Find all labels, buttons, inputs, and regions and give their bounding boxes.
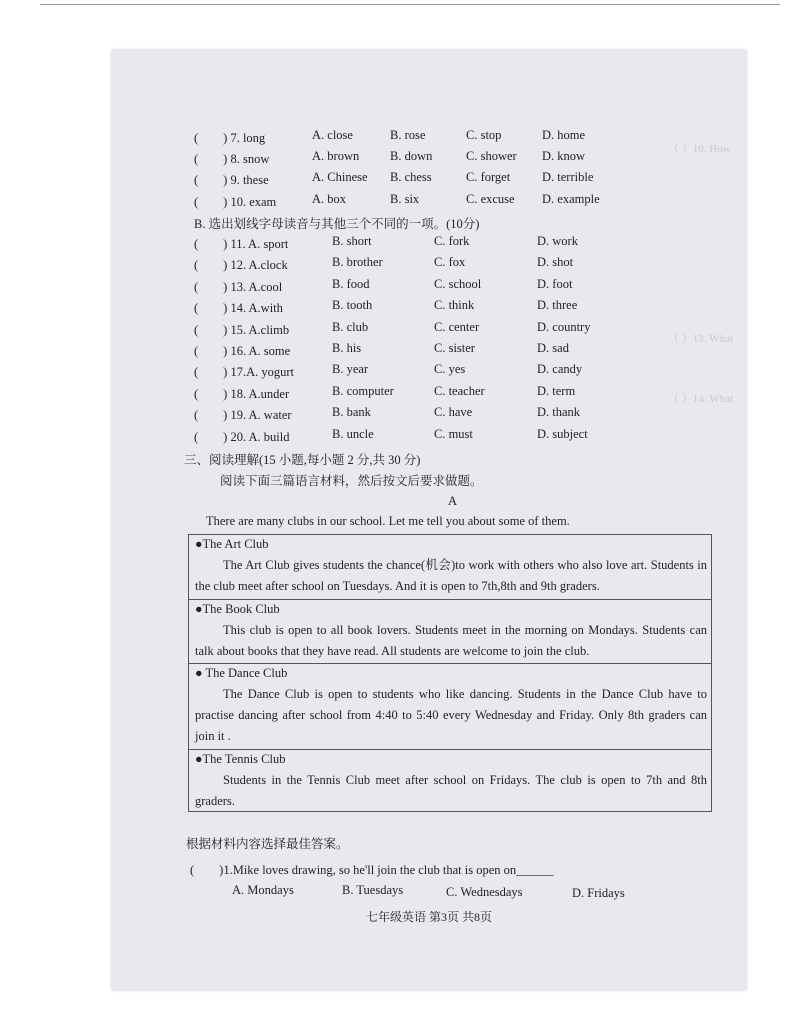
option-d: D. subject xyxy=(537,426,588,441)
q1-option-a: A. Mondays xyxy=(232,883,294,897)
option-d: D. work xyxy=(537,234,578,248)
option-c: C. forget xyxy=(466,170,511,184)
option-c: C. center xyxy=(434,319,480,334)
show-through-text: （ ）10. How xyxy=(668,143,731,155)
option-b: B. computer xyxy=(332,383,394,398)
option-num: ( ) 19. A. water xyxy=(194,408,292,423)
club-tennis xyxy=(189,749,711,812)
club-art xyxy=(189,535,711,599)
exam-page xyxy=(112,50,746,990)
page-footer: 七年级英语 第3页 共8页 xyxy=(365,910,492,924)
option-d: D. country xyxy=(537,319,591,334)
option-a: A. box xyxy=(312,192,347,206)
passage-label: A xyxy=(448,494,458,508)
option-d: D. shot xyxy=(537,255,574,270)
option-c: C. have xyxy=(434,405,473,420)
club-description: The Dance Club is open to students who like dancing. Students in the Dance Club have to practise dancing after school from 4:40 to 5:40 every Wednesday and Friday. Only 8th graders can join it . xyxy=(195,687,707,743)
option-d: D. terrible xyxy=(542,170,594,184)
option-b: B. year xyxy=(332,362,369,377)
option-d: D. sad xyxy=(537,341,569,355)
option-c: C. shower xyxy=(466,149,517,163)
option-b: B. brother xyxy=(332,255,383,270)
option-c: C. fox xyxy=(434,255,466,270)
option-c: C. fork xyxy=(434,234,470,248)
option-a: A. close xyxy=(312,128,353,142)
club-heading: ● The Dance Club xyxy=(195,666,288,680)
option-b: B. tooth xyxy=(332,298,373,313)
q1-option-d: D. Fridays xyxy=(572,886,625,900)
question-1-stem: ( )1.Mike loves drawing, so he'll join the club that is open on______ xyxy=(190,863,554,877)
option-num: ( ) 10. exam xyxy=(194,195,277,209)
option-c: C. teacher xyxy=(434,383,485,398)
option-d: D. candy xyxy=(537,362,583,377)
club-heading: ●The Tennis Club xyxy=(195,752,286,766)
club-description: Students in the Tennis Club meet after school on Fridays. The club is open to 7th and 8th graders. xyxy=(195,773,707,808)
club-heading: ●The Book Club xyxy=(195,602,280,616)
clubs-table xyxy=(188,534,712,812)
option-num: ( ) 12. A.clock xyxy=(194,258,288,273)
option-num: ( ) 14. A.with xyxy=(194,301,283,316)
option-num: ( ) 18. A.under xyxy=(194,386,290,401)
option-num: ( ) 20. A. build xyxy=(194,429,290,444)
club-description: This club is open to all book lovers. Students meet in the morning on Mondays. Students can talk about books that they have read. All students are welcome to join the club. xyxy=(195,623,707,658)
option-num: ( ) 15. A.climb xyxy=(194,322,290,337)
option-c: C. excuse xyxy=(466,192,515,206)
option-c: C. yes xyxy=(434,362,466,377)
option-b: B. food xyxy=(332,276,370,291)
option-c: C. school xyxy=(434,276,482,291)
passage-intro: There are many clubs in our school. Let me tell you about some of them. xyxy=(206,514,570,528)
option-a: A. Chinese xyxy=(312,170,368,184)
option-d: D. foot xyxy=(537,276,573,291)
option-num: ( ) 11. A. sport xyxy=(194,237,289,251)
option-b: B. down xyxy=(390,149,433,163)
option-num: ( ) 16. A. some xyxy=(194,344,291,358)
show-through-text: （ ）14. What xyxy=(668,393,734,405)
option-c: C. must xyxy=(434,426,473,441)
scan-edge-line xyxy=(40,4,780,5)
show-through-text: （ ）13. What xyxy=(668,333,734,345)
section3-title: 三、阅读理解(15 小题,每小题 2 分,共 30 分) xyxy=(184,453,421,467)
club-heading: ●The Art Club xyxy=(195,537,269,551)
option-b: B. club xyxy=(332,319,369,334)
option-num: ( ) 8. snow xyxy=(194,152,270,166)
option-a: A. brown xyxy=(312,149,360,163)
option-d: D. example xyxy=(542,192,600,206)
club-book xyxy=(189,599,711,664)
option-c: C. stop xyxy=(466,128,502,142)
option-d: D. three xyxy=(537,298,578,313)
part-b-title: B. 选出划线字母读音与其他三个不同的一项。(10分) xyxy=(194,217,480,231)
q1-option-c: C. Wednesdays xyxy=(446,885,523,899)
option-d: D. know xyxy=(542,149,586,163)
option-num: ( ) 13. A.cool xyxy=(194,279,283,294)
option-b: B. rose xyxy=(390,128,426,142)
option-num: ( ) 9. these xyxy=(194,173,269,187)
question-instruction: 根据材料内容选择最佳答案。 xyxy=(186,837,349,851)
option-d: D. thank xyxy=(537,405,581,420)
option-b: B. his xyxy=(332,341,362,355)
club-dance xyxy=(189,663,711,750)
option-b: B. six xyxy=(390,192,420,206)
option-b: B. bank xyxy=(332,405,371,420)
option-d: D. term xyxy=(537,383,576,398)
q1-option-b: B. Tuesdays xyxy=(342,883,404,897)
option-num: ( ) 17.A. yogurt xyxy=(194,365,294,380)
option-c: C. sister xyxy=(434,341,475,355)
option-b: B. chess xyxy=(390,170,432,184)
section3-instruction: 阅读下面三篇语言材料，然后按文后要求做题。 xyxy=(220,474,483,488)
option-d: D. home xyxy=(542,128,586,142)
option-num: ( ) 7. long xyxy=(194,131,266,145)
option-b: B. uncle xyxy=(332,426,374,441)
club-description: The Art Club gives students the chance(机会)to work with others who also love art. Students in the club meet after school on Tuesdays. And it is open to 7th,8th and 9th graders. xyxy=(195,558,707,593)
option-b: B. short xyxy=(332,234,372,248)
option-c: C. think xyxy=(434,298,475,313)
